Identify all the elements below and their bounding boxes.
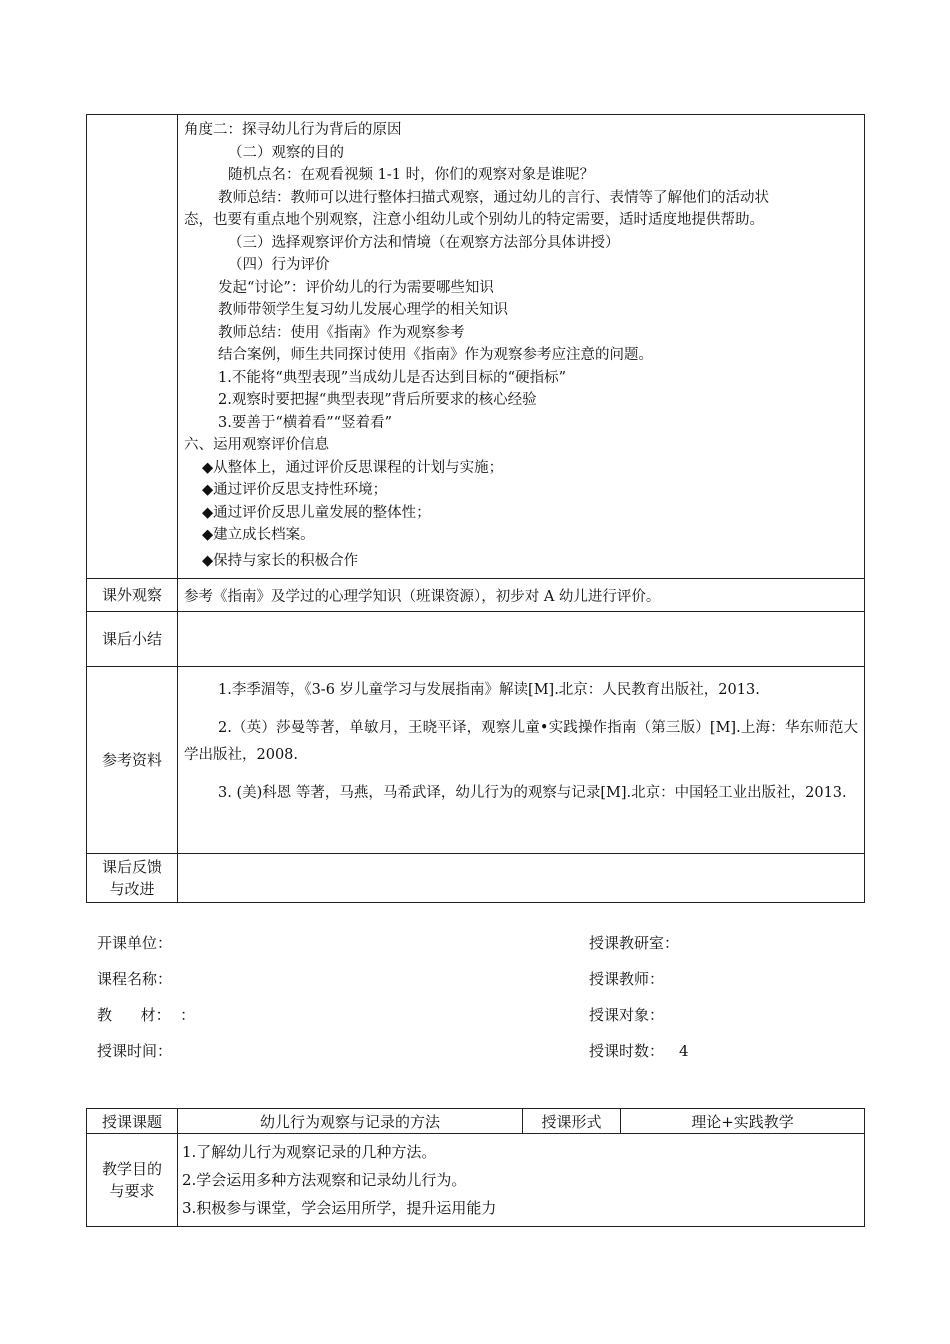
feedback-label-line: 与改进	[109, 880, 155, 898]
goals-content	[178, 1134, 865, 1227]
content-line: 教师总结：教师可以进行整体扫描式观察，通过幼儿的言行、表情等了解他们的活动状	[218, 189, 769, 206]
lesson-header-table	[86, 1108, 865, 1227]
content-line: 随机点名：在观看视频 1-1 时，你们的观察对象是谁呢？	[228, 167, 595, 183]
bullet-line: ◆从整体上，通过评价反思课程的计划与实施；	[202, 459, 504, 476]
reference-item: 3. (美)科恩 等著，马燕，马希武译，幼儿行为的观察与记录[M].北京：中国轻工业出版社，2013.	[218, 785, 847, 801]
form-label: 授课形式	[523, 1109, 621, 1134]
audience-label: 授课对象：	[589, 1006, 665, 1024]
bullet-line: ◆通过评价反思儿童发展的整体性；	[202, 504, 431, 521]
content-line: 1.不能将“典型表现”当成幼儿是否达到目标的“硬指标”	[218, 369, 566, 386]
teaching-process-row	[87, 115, 865, 579]
goal-item: 2.学会运用多种方法观察和记录幼儿行为。	[182, 1171, 467, 1189]
goal-item: 3.积极参与课堂，学会运用所学，提升运用能力	[182, 1199, 497, 1217]
content-line: 发起“讨论”：评价幼儿的行为需要哪些知识	[218, 279, 494, 296]
content-line: （四）行为评价	[228, 257, 330, 273]
textbook-label: 教 材： ：	[97, 1006, 196, 1024]
lesson-plan-table-continued	[86, 114, 865, 903]
feedback-label	[87, 854, 178, 903]
teacher-label: 授课教师：	[589, 970, 665, 988]
feedback-text	[178, 854, 865, 903]
references-content	[178, 667, 865, 854]
goals-label	[87, 1134, 178, 1227]
content-line: （二）观察的目的	[228, 144, 344, 161]
reference-item: 1.李季湄等，《3-6 岁儿童学习与发展指南》解读[M].北京：人民教育出版社，2013.	[218, 682, 760, 698]
summary-row	[87, 612, 865, 667]
bullet-line: ◆建立成长档案。	[202, 527, 315, 543]
teaching-process-label-cell	[87, 115, 178, 579]
feedback-row	[87, 854, 865, 903]
hours-value: 4	[679, 1042, 689, 1060]
bullet-line: ◆通过评价反思支持性环境；	[202, 482, 388, 498]
course-name-label: 课程名称：	[97, 970, 173, 988]
content-line: 3.要善于“横着看”“竖着看”	[218, 414, 392, 431]
summary-label: 课后小结	[87, 612, 178, 667]
content-line: 教师带领学生复习幼儿发展心理学的相关知识	[218, 302, 508, 318]
extracurricular-label: 课外观察	[87, 579, 178, 612]
bullet-line: ◆保持与家长的积极合作	[202, 552, 359, 569]
feedback-label-line: 课后反馈	[101, 858, 162, 876]
goals-label-line: 与要求	[109, 1182, 155, 1200]
teaching-process-content	[178, 115, 865, 579]
office-label: 授课教研室：	[589, 934, 680, 952]
content-line: 角度二：探寻幼儿行为背后的原因	[184, 122, 402, 138]
topic-value: 幼儿行为观察与记录的方法	[178, 1109, 523, 1134]
extracurricular-row	[87, 579, 865, 612]
content-line: 结合案例，师生共同探讨使用《指南》作为观察参考应注意的问题。	[218, 347, 653, 363]
extracurricular-text: 参考《指南》及学过的心理学知识（班课资源），初步对 A 幼儿进行评价。	[178, 579, 865, 612]
summary-text	[178, 612, 865, 667]
goals-row	[87, 1134, 865, 1227]
reference-item: 2.（英）莎曼等著，单敏月，王晓平译，观察儿童•实践操作指南（第三版）[M].上海：华东师范大学出版社，2008.	[184, 720, 858, 763]
topic-row	[87, 1109, 865, 1134]
time-label: 授课时间：	[97, 1042, 173, 1060]
form-value: 理论+实践教学	[621, 1109, 865, 1134]
content-line: 2.观察时要把握“典型表现”背后所要求的核心经验	[218, 392, 537, 408]
content-line: 态，也要有重点地个别观察，注意小组幼儿或个别幼儿的特定需要，适时适度地提供帮助。	[184, 212, 764, 228]
hours-label: 授课时数：	[589, 1042, 665, 1060]
topic-label: 授课课题	[87, 1109, 178, 1134]
content-line: 六、运用观察评价信息	[184, 437, 329, 453]
references-row	[87, 667, 865, 854]
content-line: 教师总结：使用《指南》作为观察参考	[218, 324, 465, 341]
references-label: 参考资料	[87, 667, 178, 854]
content-line: （三）选择观察评价方法和情境（在观察方法部分具体讲授）	[228, 234, 620, 251]
unit-label: 开课单位：	[97, 934, 173, 952]
goal-item: 1.了解幼儿行为观察记录的几种方法。	[182, 1143, 437, 1161]
goals-label-line: 教学目的	[101, 1160, 162, 1178]
